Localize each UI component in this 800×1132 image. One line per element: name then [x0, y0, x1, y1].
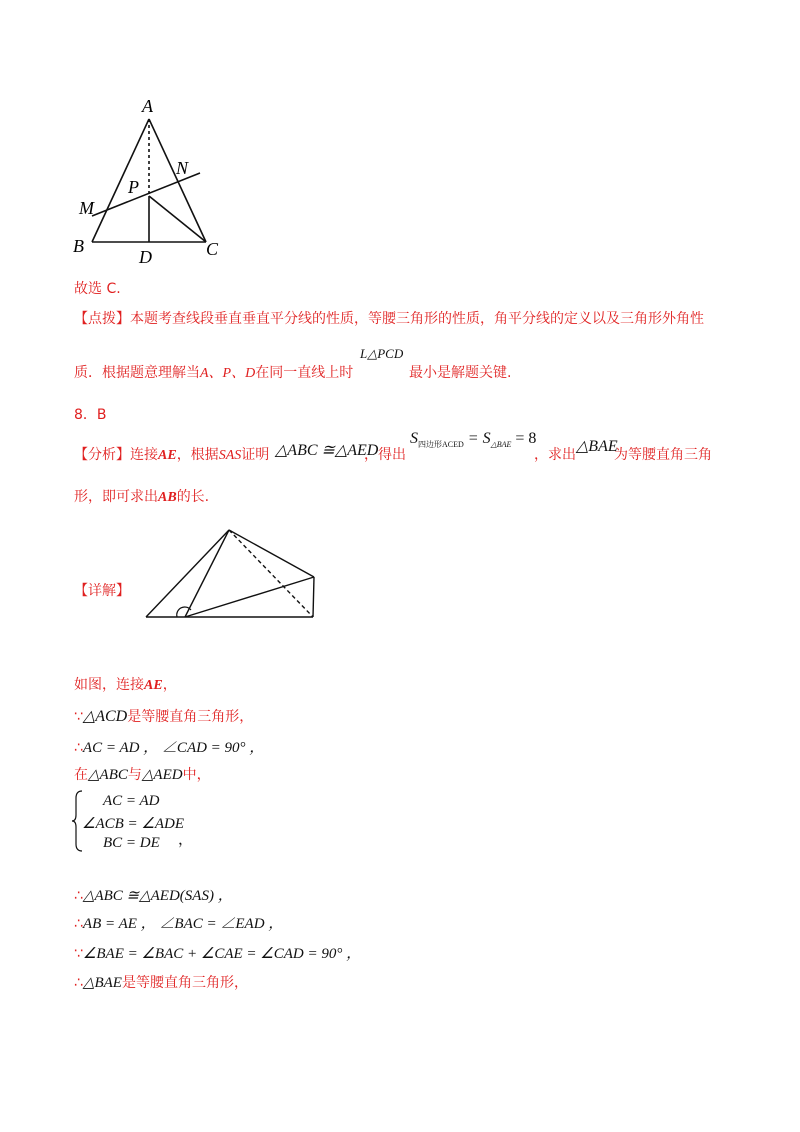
fenxi-sas: SAS: [218, 448, 242, 463]
fenxi-p4: ，得出: [364, 447, 406, 463]
step2-math: △ACD: [82, 708, 128, 725]
therefore-symbol-4: ∴: [74, 975, 83, 991]
dianbo-line2: [74, 362, 353, 382]
label-p: P: [128, 177, 139, 197]
step-6: [74, 912, 283, 933]
label-c: C: [206, 239, 219, 259]
dianbo-points: A、P、D: [200, 366, 256, 381]
label-a: A: [142, 96, 153, 116]
step1-ae: AE: [144, 678, 163, 693]
f2-end: = 8: [511, 430, 537, 447]
step2-text: 是等腰直角三角形，: [127, 709, 254, 725]
fenxi-p2: ，根据: [176, 447, 219, 463]
dianbo-tag: 【点拨】: [74, 311, 130, 327]
fenxi-line2-text: 形，即可求出: [74, 489, 158, 505]
dianbo-formula: L△PCD: [360, 346, 404, 361]
step8-text: 是等腰直角三角形，: [121, 975, 248, 991]
system-end: ，: [178, 832, 194, 848]
f2-s: S: [410, 430, 418, 447]
label-d: D: [139, 247, 152, 267]
label-b: B: [73, 236, 84, 256]
step4-pre: 在: [74, 767, 88, 783]
step4-end: 中，: [182, 767, 211, 783]
therefore-symbol: ∴: [74, 740, 83, 756]
step4-math2: △AED: [141, 767, 183, 783]
figure-triangle-abc: [70, 92, 240, 272]
segment-de: [313, 577, 314, 617]
step8-math: △BAE: [82, 975, 122, 991]
step5-math: △ABC ≅△AED(SAS) ，: [82, 888, 233, 904]
fenxi-line1: [74, 444, 269, 464]
step-5: [74, 884, 233, 905]
fenxi-tag: 【分析】: [74, 447, 130, 463]
step-2: [74, 706, 253, 726]
step3-math: AC = AD ， ∠CAD = 90° ，: [82, 740, 265, 756]
dianbo-line1: [74, 308, 704, 328]
segment-ab2: [146, 530, 229, 617]
fenxi-p5: ，求出: [534, 447, 576, 463]
because-symbol: ∵: [74, 709, 83, 725]
fenxi-p3: 证明: [241, 447, 270, 463]
f2-sub: 四边形ACED: [418, 440, 464, 450]
segment-ac2: [185, 530, 229, 617]
step1-text: 如图，连接: [74, 677, 144, 693]
dianbo-text1: 本题考查线段垂直垂直平分线的性质，等腰三角形的性质，角平分线的定义以及三角形外角性: [130, 311, 704, 327]
therefore-symbol-2: ∴: [74, 888, 83, 904]
figure-quadrilateral: [130, 515, 345, 640]
segment-ab: [92, 119, 149, 242]
dianbo-text2a: 质．根据题意理解当: [74, 365, 200, 381]
dianbo-text2c: 最小是解题关键.: [409, 365, 512, 381]
fenxi-p6: 为等腰直角三角: [614, 447, 712, 463]
fenxi-line2: [74, 486, 209, 506]
because-symbol-2: ∵: [74, 946, 83, 962]
fenxi-formula3: △BAE: [576, 438, 618, 455]
step7-math: ∠BAE = ∠BAC + ∠CAE = ∠CAD = 90° ，: [82, 946, 362, 962]
xiangjie-tag: 【详解】: [74, 583, 130, 599]
label-m: M: [79, 198, 94, 218]
segment-ac: [149, 119, 206, 242]
question-8-number: 8．B: [74, 407, 107, 423]
f2-sub2: △BAE: [490, 440, 512, 450]
step1-end: ，: [162, 677, 177, 693]
therefore-symbol-3: ∴: [74, 916, 83, 932]
step-3: [74, 736, 264, 757]
fenxi-p1: 连接: [130, 447, 158, 463]
fenxi-ab: AB: [158, 490, 177, 505]
step4-mid: 与: [127, 767, 142, 783]
label-n: N: [176, 158, 189, 178]
step-1: [74, 674, 177, 694]
dianbo-text2b: 在同一直线上时: [255, 365, 354, 381]
step-7: [74, 942, 361, 963]
system-eq-3: BC = DE: [103, 835, 160, 851]
fenxi-ae: AE: [158, 448, 177, 463]
system-eq-2: ∠ACB = ∠ADE: [82, 816, 185, 832]
segment-ad2: [229, 530, 314, 577]
system-eq-1: AC = AD: [103, 793, 160, 809]
answer-line: 故选 C.: [74, 281, 121, 297]
fenxi-line2-end: 的长.: [176, 489, 210, 505]
segment-pc: [149, 196, 206, 242]
step4-math1: △ABC: [88, 767, 128, 783]
f2-eq: = S: [463, 430, 491, 447]
step-4: [74, 764, 211, 784]
segment-ae-dashed: [229, 530, 313, 617]
step6-math: AB = AE ， ∠BAC = ∠EAD ，: [82, 916, 284, 932]
fenxi-formula2: [410, 430, 536, 450]
fenxi-formula1: △ABC ≅△AED: [275, 442, 379, 459]
step-8: [74, 972, 248, 992]
